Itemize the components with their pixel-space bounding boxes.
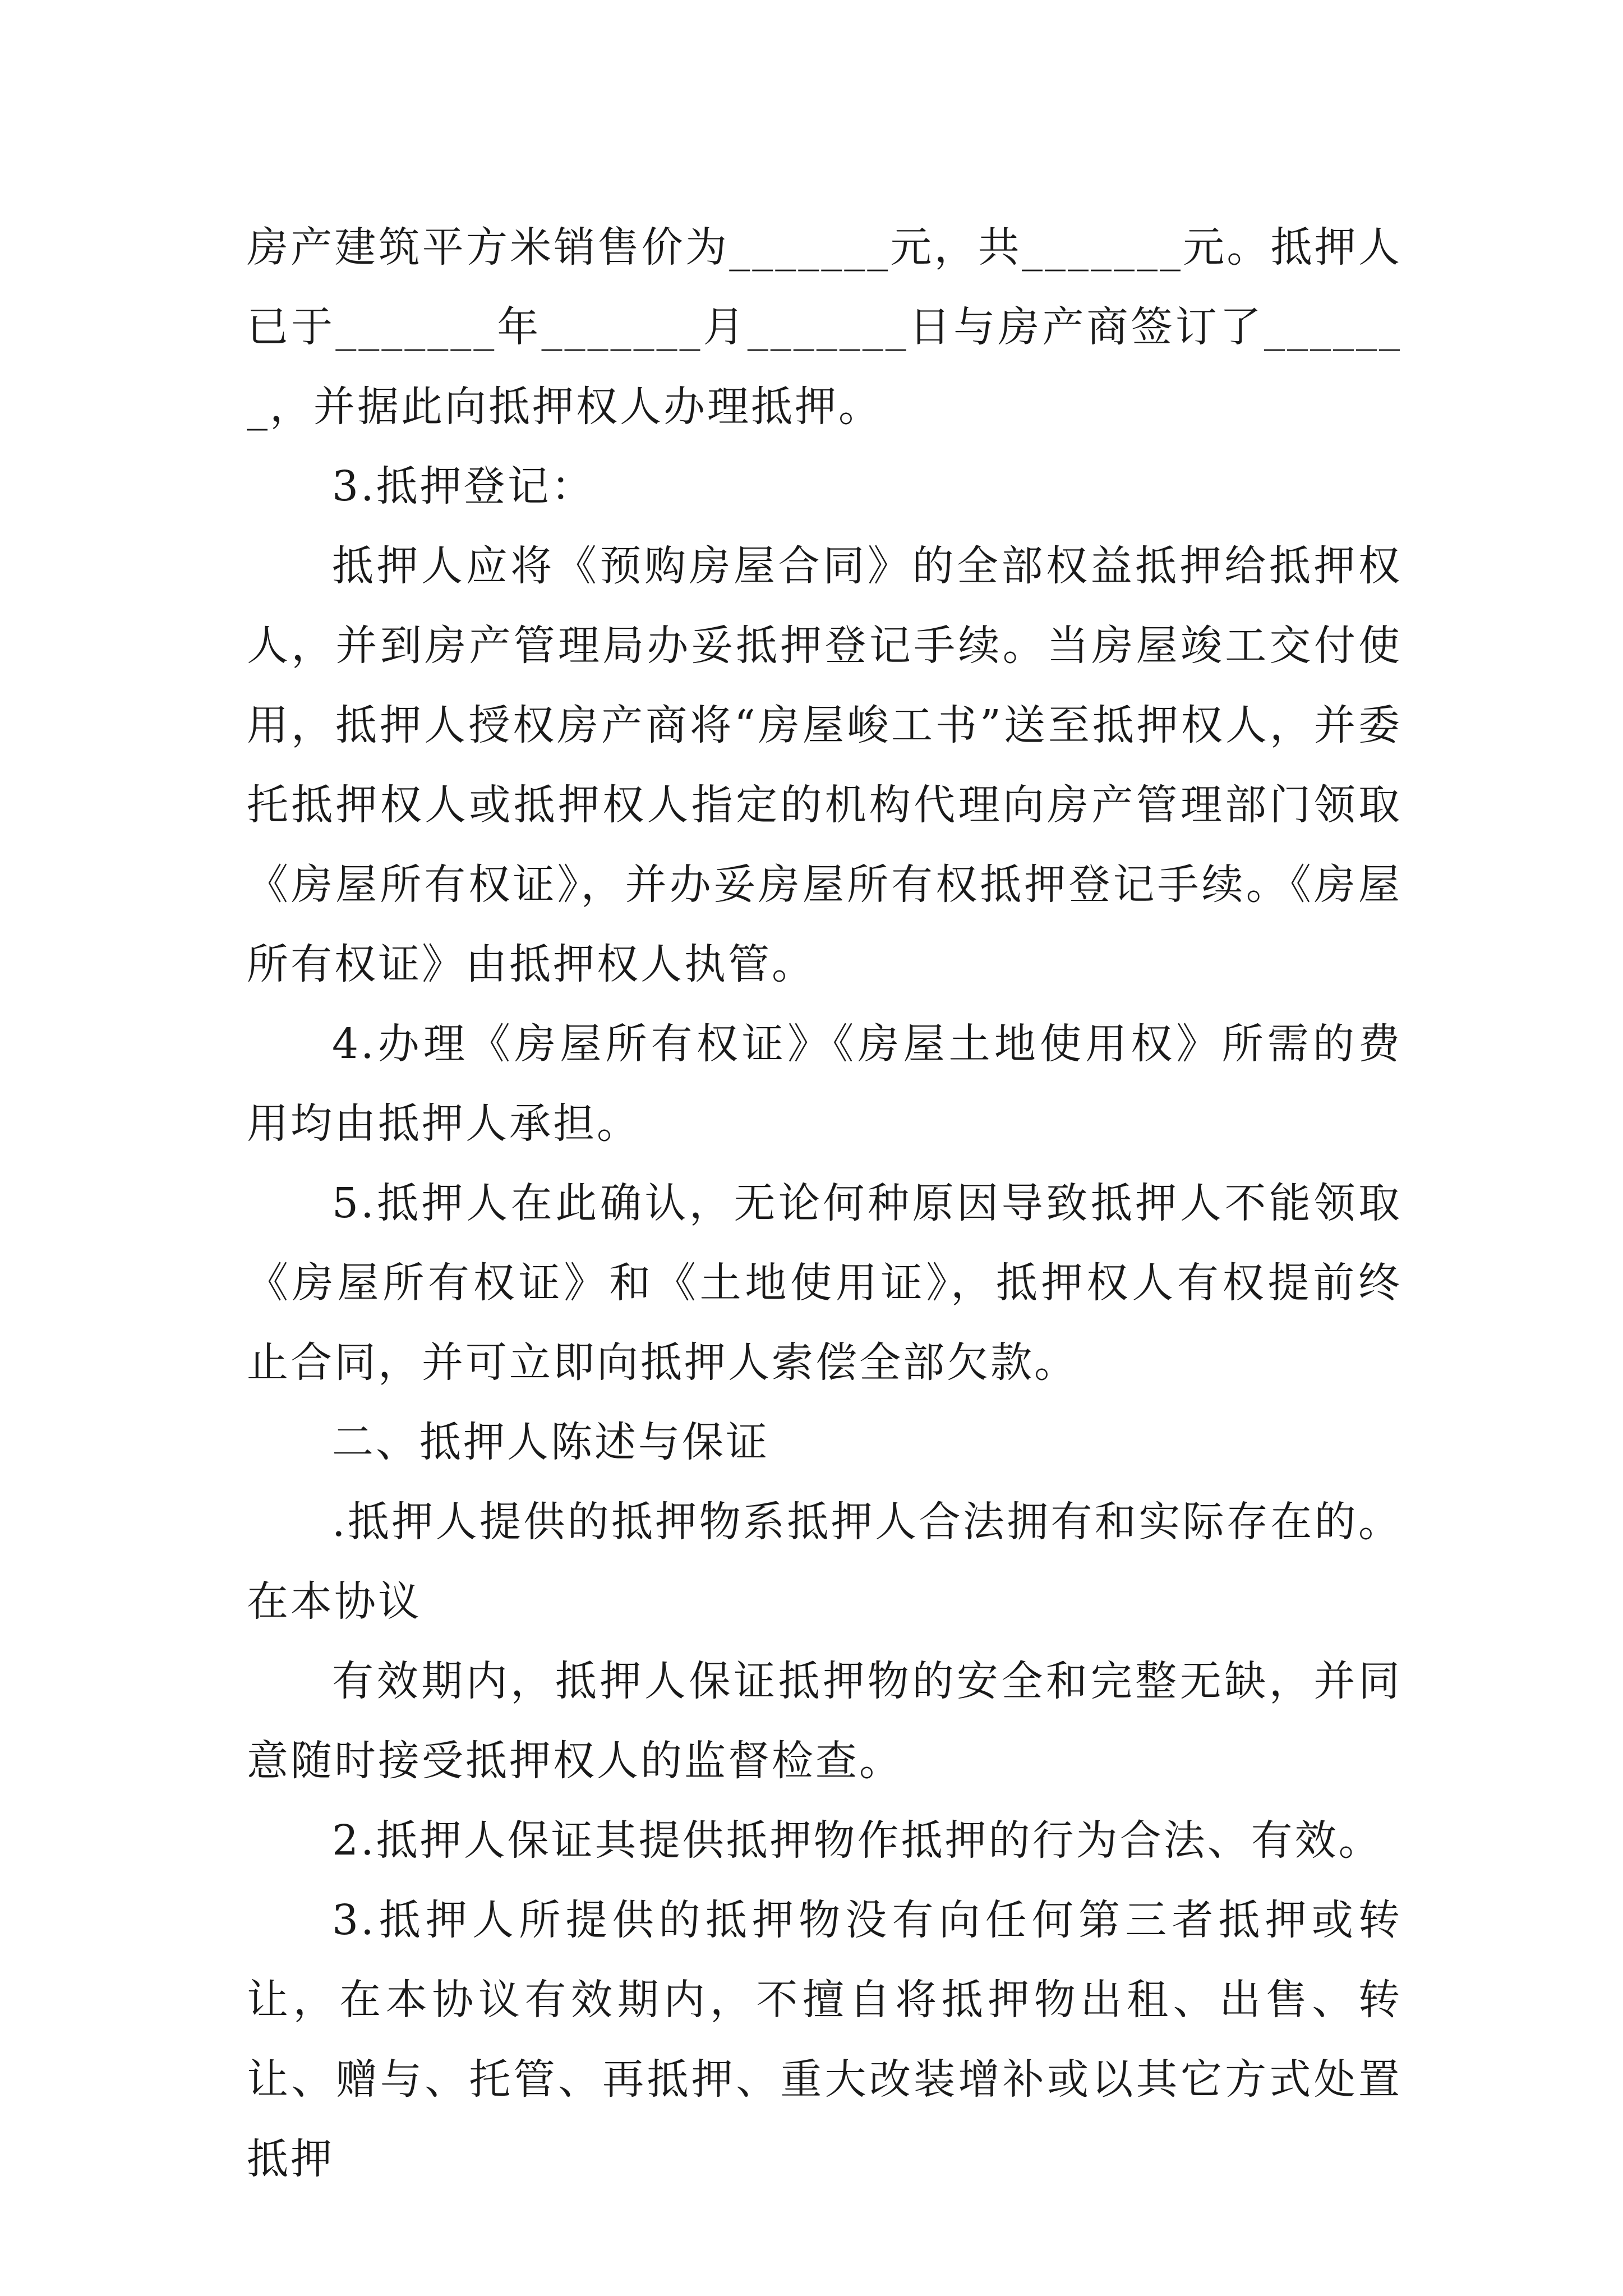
document-body (247, 208, 1402, 2199)
paragraph-item-5-confirmation: 5.抵押人在此确认，无论何种原因导致抵押人不能领取《房屋所有权证》和《土地使用证》，抵押权人有权提前终止合同，并可立即向抵押人索偿全部欠款。 (247, 1179, 1402, 1387)
paragraph-item-1-legal-ownership: .抵押人提供的抵押物系抵押人合法拥有和实际存在的。在本协议 (247, 1498, 1402, 1626)
paragraph-item-3-no-third-party: 3.抵押人所提供的抵押物没有向任何第三者抵押或转让，在本协议有效期内，不擅自将抵押物出租、出售、转让、赠与、托管、再抵押、重大改装增补或以其它方式处置抵押 (247, 1896, 1402, 2183)
paragraph-registration-terms: 抵押人应将《预购房屋合同》的全部权益抵押给抵押权人，并到房产管理局办妥抵押登记手续。当房屋竣工交付使用，抵押人授权房产商将“房屋峻工书”送至抵押权人，并委托抵押权人或抵押权人指定的机构代理向房产管理部门领取《房屋所有权证》，并办妥房屋所有权抵押登记手续。《房屋所有权证》由抵押权人执管。 (247, 542, 1402, 988)
heading-mortgage-registration: 3.抵押登记： (332, 462, 595, 510)
paragraph-item-2-legality: 2.抵押人保证其提供抵押物作抵押的行为合法、有效。 (332, 1816, 1382, 1865)
paragraph-item-4-fees: 4.办理《房屋所有权证》《房屋土地使用权》所需的费用均由抵押人承担。 (247, 1020, 1402, 1148)
paragraph-validity-period: 有效期内，抵押人保证抵押物的安全和完整无缺，并同意随时接受抵押权人的监督检查。 (247, 1657, 1402, 1785)
paragraph-price-and-contract: 房产建筑平方米销售价为_______元，共_______元。抵押人已于_______年_______月_______日与房产商签订了_______，并据此向抵押权人办理抵押。 (247, 223, 1402, 431)
section-heading-statements-warranties: 二、抵押人陈述与保证 (332, 1418, 769, 1466)
